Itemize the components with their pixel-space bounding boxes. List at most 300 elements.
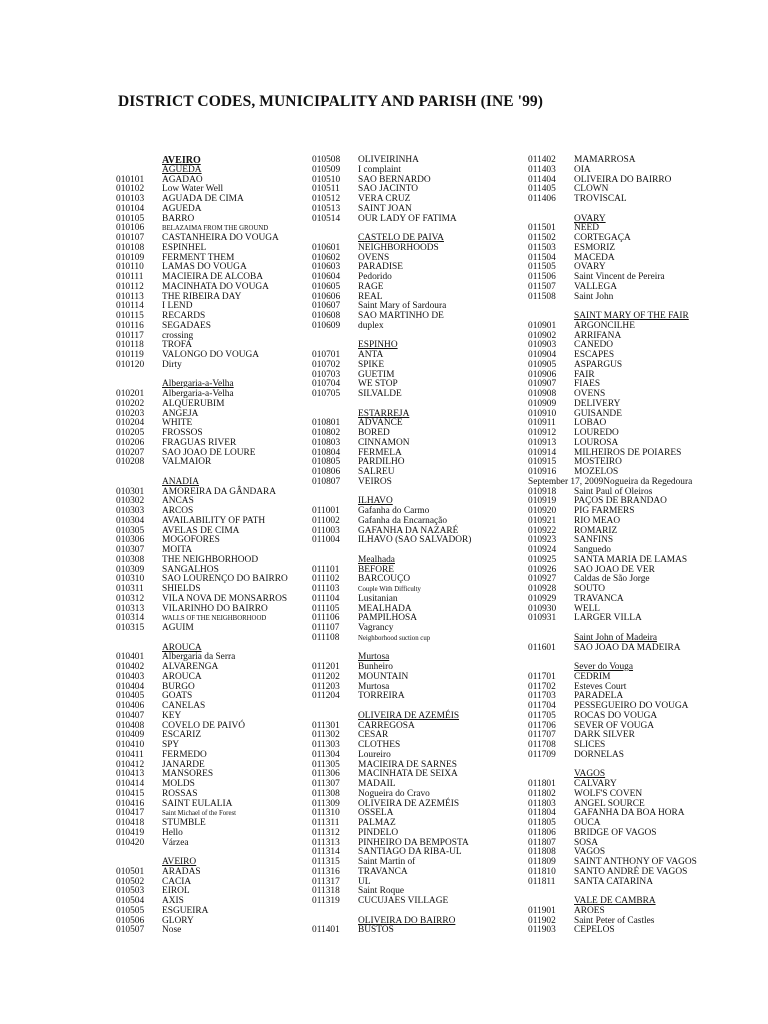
parish-name: JANARDE xyxy=(162,759,205,770)
parish-code: 011406 xyxy=(528,194,556,204)
parish-name: Pedorido xyxy=(358,272,392,282)
parish-name: OVARY xyxy=(574,262,606,273)
parish-row xyxy=(528,644,697,654)
parish-name: MANSORES xyxy=(162,769,214,780)
parish-row xyxy=(116,926,288,936)
parish-code: 010310 xyxy=(116,574,145,585)
parish-name: RECARDS xyxy=(162,311,206,321)
municipality-name: Mealhada xyxy=(358,554,395,565)
parish-code: 010904 xyxy=(528,350,557,360)
municipality-name: ESTARREJA xyxy=(358,408,410,419)
parish-name: DELIVERY xyxy=(574,398,621,409)
column-3 xyxy=(528,156,697,936)
parish-code: 010412 xyxy=(116,759,145,770)
parish-name: SANGALHOS xyxy=(162,564,219,575)
municipality-name: VAGOS xyxy=(574,769,606,780)
parish-code: 011301 xyxy=(312,720,340,731)
parish-code: 010513 xyxy=(312,203,341,214)
parish-row xyxy=(312,322,471,332)
parish-name: ADVANCE xyxy=(358,418,403,429)
parish-name: SAO LOURENÇO DO BAIRRO xyxy=(162,574,288,585)
parish-name: PINHEIRO DA BEMPOSTA xyxy=(358,837,469,848)
parish-name: SOUTO xyxy=(574,584,606,594)
parish-code: 010902 xyxy=(528,330,557,341)
parish-name: I LEND xyxy=(162,301,193,312)
parish-name: Albergaria da Serra xyxy=(162,652,236,663)
municipality-name: Sever do Vouga xyxy=(574,662,634,672)
municipality-name: SAINT MARY OF THE FAIR xyxy=(574,311,689,321)
parish-code: 011811 xyxy=(528,876,556,887)
municipality-name: Saint John of Madeira xyxy=(574,632,658,643)
parish-name: Saint Paul of Oleiros xyxy=(574,486,653,497)
parish-code: 011203 xyxy=(312,681,340,692)
parish-name: FERMELA xyxy=(358,447,402,458)
parish-code: 010120 xyxy=(116,359,145,370)
parish-name: ESCAPES xyxy=(574,350,615,360)
parish-code: 011313 xyxy=(312,837,340,848)
parish-name: BELAZAIMA FROM THE GROUND xyxy=(162,225,269,233)
parish-code: 011801 xyxy=(528,779,556,789)
parish-code: 010514 xyxy=(312,213,341,224)
parish-code: 011309 xyxy=(312,798,340,809)
parish-code: 010608 xyxy=(312,311,341,321)
parish-code: 010923 xyxy=(528,535,557,546)
parish-code: 010104 xyxy=(116,203,145,214)
parish-name: LOUREDO xyxy=(574,428,619,438)
parish-name: SAO JOAO DE VER xyxy=(574,564,655,575)
parish-name: Low Water Well xyxy=(162,184,224,195)
parish-code: 011304 xyxy=(312,749,340,760)
parish-name: COVELO DE PAIVÓ xyxy=(162,720,245,731)
parish-name: MOUNTAIN xyxy=(358,671,409,682)
parish-name: PAÇOS DE BRANDAO xyxy=(574,496,667,507)
parish-code: 010411 xyxy=(116,749,144,760)
parish-code: 011804 xyxy=(528,808,556,819)
parish-name: Murtosa xyxy=(358,681,390,692)
parish-code: 011405 xyxy=(528,184,556,195)
parish-code: 010417 xyxy=(116,808,145,819)
parish-name: ALQUERUBIM xyxy=(162,398,225,409)
district-name: AVEIRO xyxy=(162,155,201,166)
parish-code: 010102 xyxy=(116,184,145,195)
parish-name: AGUIM xyxy=(162,623,194,633)
parish-code: 010913 xyxy=(528,437,557,448)
parish-code: 011803 xyxy=(528,798,556,809)
parish-code: 011105 xyxy=(312,603,340,614)
parish-name: NEED xyxy=(574,223,599,234)
parish-code: 011302 xyxy=(312,730,340,741)
parish-code: 011316 xyxy=(312,866,340,877)
parish-code: 011306 xyxy=(312,769,340,780)
parish-name: STUMBLE xyxy=(162,818,206,828)
parish-name: VEIROS xyxy=(358,476,392,487)
parish-name: ESMORIZ xyxy=(574,242,616,253)
parish-code: 011319 xyxy=(312,896,340,906)
spacer xyxy=(116,848,288,858)
parish-code: 010312 xyxy=(116,593,145,604)
parish-row xyxy=(312,897,471,907)
parish-code: 010409 xyxy=(116,730,145,741)
code-placeholder xyxy=(116,156,162,166)
parish-code: 010105 xyxy=(116,213,145,224)
municipality-name: ESPINHO xyxy=(358,340,398,351)
parish-name: CARREGOSA xyxy=(358,720,415,731)
parish-name: SAINT ANTHONY OF VAGOS xyxy=(574,857,697,867)
parish-code: 011809 xyxy=(528,857,556,867)
parish-row xyxy=(116,458,288,468)
parish-code: 010924 xyxy=(528,545,557,555)
parish-code: 010607 xyxy=(312,301,341,312)
parish-name: MACINHATA DO VOUGA xyxy=(162,281,269,292)
parish-name: GOATS xyxy=(162,691,193,702)
parish-name: MACIEIRA DE ALCOBA xyxy=(162,272,264,282)
page-title: DISTRICT CODES, MUNICIPALITY AND PARISH (INE '99) xyxy=(118,93,544,110)
parish-code: 010705 xyxy=(312,389,341,399)
parish-name: DORNELAS xyxy=(574,749,625,760)
parish-name: Saint Mary of Sardoura xyxy=(358,301,447,312)
parish-code: 011107 xyxy=(312,623,340,633)
parish-name: MACINHATA DE SEIXA xyxy=(358,769,458,780)
parish-code: 010307 xyxy=(116,545,145,555)
parish-name: Loureiro xyxy=(358,749,391,760)
parish-code: 010601 xyxy=(312,242,341,253)
parish-code: 010406 xyxy=(116,701,145,711)
parish-code: 010903 xyxy=(528,340,557,351)
parish-name: Esteves Court xyxy=(574,681,627,692)
parish-code: 010314 xyxy=(116,613,145,624)
parish-code: 011706 xyxy=(528,720,556,731)
parish-name: SHIELDS xyxy=(162,584,201,594)
parish-code: 010203 xyxy=(116,408,145,419)
parish-code: 010901 xyxy=(528,320,557,331)
parish-code: 010606 xyxy=(312,291,341,302)
parish-code: 010313 xyxy=(116,603,145,614)
parish-name: MACEDA xyxy=(574,252,615,263)
parish-name: SANTA CATARINA xyxy=(574,876,653,887)
parish-name: VILA NOVA DE MONSARROS xyxy=(162,593,288,604)
parish-name: duplex xyxy=(358,320,384,331)
parish-name: REAL xyxy=(358,291,383,302)
parish-code: 011004 xyxy=(312,535,340,546)
parish-row xyxy=(312,215,471,225)
parish-name: PARADELA xyxy=(574,691,624,702)
parish-name: OLIVEIRA DO BAIRRO xyxy=(574,174,672,185)
parish-code: 010116 xyxy=(116,320,144,331)
parish-code: 010920 xyxy=(528,506,557,516)
parish-code: 011104 xyxy=(312,593,340,604)
parish-name: ILHAVO (SAO SALVADOR) xyxy=(358,535,472,546)
parish-name: SANFINS xyxy=(574,535,614,546)
parish-code: 010315 xyxy=(116,623,145,633)
spacer xyxy=(116,468,288,478)
parish-code: 010926 xyxy=(528,564,557,575)
parish-code: 011808 xyxy=(528,847,556,858)
parish-name: OIA xyxy=(574,164,591,175)
parish-name: MACIEIRA DE SARNES xyxy=(358,759,457,770)
parish-name: PIG FARMERS xyxy=(574,506,635,516)
parish-code: 010414 xyxy=(116,779,145,789)
parish-name: ROCAS DO VOUGA xyxy=(574,710,658,721)
parish-name: CEPELOS xyxy=(574,925,615,936)
parish-name: CLOTHES xyxy=(358,740,401,750)
parish-name: SAO JACINTO xyxy=(358,184,418,195)
parish-row xyxy=(312,478,471,488)
parish-code: 011504 xyxy=(528,252,556,263)
parish-name: ARGONCILHE xyxy=(574,320,635,331)
parish-code: 010415 xyxy=(116,788,145,799)
parish-name: MILHEIROS DE POIARES xyxy=(574,447,682,458)
parish-code: 010311 xyxy=(116,584,144,594)
parish-code: 010911 xyxy=(528,418,556,429)
parish-name: MOSTEIRO xyxy=(574,457,622,468)
column-1 xyxy=(116,156,288,936)
parish-code: 011708 xyxy=(528,740,556,750)
parish-code: 010609 xyxy=(312,320,341,331)
parish-name: BURGO xyxy=(162,681,195,692)
parish-row xyxy=(312,536,471,546)
parish-name: LARGER VILLA xyxy=(574,613,642,624)
parish-name: ANCAS xyxy=(162,496,194,507)
parish-name: ESCARIZ xyxy=(162,730,202,741)
parish-name: OVENS xyxy=(358,252,390,263)
parish-code: 010103 xyxy=(116,194,145,204)
parish-name: RIO MEAO xyxy=(574,515,621,526)
parish-name: PINDELO xyxy=(358,827,399,838)
parish-row xyxy=(528,751,697,761)
parish-code: 010508 xyxy=(312,155,341,165)
parish-code: 011506 xyxy=(528,272,556,282)
parish-code: 010802 xyxy=(312,428,341,438)
parish-code: 010418 xyxy=(116,818,145,828)
parish-name: BORED xyxy=(358,428,390,438)
parish-name: VALMAIOR xyxy=(162,457,212,468)
parish-name: CORTEGAÇA xyxy=(574,233,631,243)
municipality-name: OLIVEIRA DE AZEMÉIS xyxy=(358,710,460,721)
parish-name: CANELAS xyxy=(162,701,206,711)
parish-row xyxy=(116,839,288,849)
parish-code: 010701 xyxy=(312,350,341,360)
parish-code: 011311 xyxy=(312,818,340,828)
parish-name: MAMARROSA xyxy=(574,155,636,165)
parish-name: VAGOS xyxy=(574,847,606,858)
parish-name: ROSSAS xyxy=(162,788,198,799)
parish-code: 011402 xyxy=(528,155,556,165)
parish-code: 010704 xyxy=(312,379,341,390)
parish-name: SAO JOAO DA MADEIRA xyxy=(574,642,681,653)
municipality-name: ANADIA xyxy=(162,476,199,487)
parish-row xyxy=(528,878,697,888)
parish-name: SLICES xyxy=(574,740,606,750)
parish-code: 011106 xyxy=(312,613,340,624)
parish-name: Gafanha do Carmo xyxy=(358,506,430,516)
parish-code: 011507 xyxy=(528,281,556,292)
parish-code: 010419 xyxy=(116,827,145,838)
parish-code: 011703 xyxy=(528,691,556,702)
parish-code: 010512 xyxy=(312,194,341,204)
parish-code: 010404 xyxy=(116,681,145,692)
parish-name: SAINT JOAN xyxy=(358,203,412,214)
parish-code: 010801 xyxy=(312,418,341,429)
parish-code: 011404 xyxy=(528,174,556,185)
parish-name: AVELAS DE CIMA xyxy=(162,525,240,536)
parish-name: TROVISCAL xyxy=(574,194,627,204)
parish-code: 010204 xyxy=(116,418,145,429)
parish-name: VALLEGA xyxy=(574,281,618,292)
parish-code: 010604 xyxy=(312,272,341,282)
parish-code: 010206 xyxy=(116,437,145,448)
parish-code: 010507 xyxy=(116,925,145,936)
parish-name: FERMENT THEM xyxy=(162,252,235,263)
parish-name: VALONGO DO VOUGA xyxy=(162,350,260,360)
parish-code: 010308 xyxy=(116,554,145,565)
parish-name: Saint Vincent de Pereira xyxy=(574,272,665,282)
parish-code: 010506 xyxy=(116,915,145,926)
parish-row xyxy=(312,390,471,400)
parish-code: 011502 xyxy=(528,233,556,243)
parish-code: 010201 xyxy=(116,389,145,399)
parish-code: 010208 xyxy=(116,457,145,468)
parish-name: CESAR xyxy=(358,730,389,741)
parish-code: 011001 xyxy=(312,506,340,516)
spacer xyxy=(528,761,697,771)
parish-name: GUETIM xyxy=(358,369,395,380)
parish-code: 011102 xyxy=(312,574,340,585)
parish-code: 010906 xyxy=(528,369,557,380)
parish-code: 010301 xyxy=(116,486,145,497)
parish-name: THE RIBEIRA DAY xyxy=(162,291,242,302)
parish-name: Nose xyxy=(162,925,182,936)
parish-name: KEY xyxy=(162,710,182,721)
parish-name: Bunheiro xyxy=(358,662,393,672)
parish-name: Neighborhood suction cup xyxy=(358,634,431,642)
parish-code: 010603 xyxy=(312,262,341,273)
parish-code: 011308 xyxy=(312,788,340,799)
parish-code: 010115 xyxy=(116,311,144,321)
parish-code: 010602 xyxy=(312,252,341,263)
parish-name: MOZELOS xyxy=(574,467,619,477)
parish-code: 011508 xyxy=(528,291,556,302)
parish-row xyxy=(528,926,697,936)
parish-name: TRAVANCA xyxy=(574,593,624,604)
parish-code: 011108 xyxy=(312,632,340,643)
parish-name: ASPARGUS xyxy=(574,359,623,370)
parish-code: 010930 xyxy=(528,603,557,614)
parish-code: 010202 xyxy=(116,398,145,409)
parish-code: 010305 xyxy=(116,525,145,536)
parish-name: WELL xyxy=(574,603,601,614)
parish-row xyxy=(116,361,288,371)
parish-name: AGADAO xyxy=(162,174,203,185)
parish-code: 010915 xyxy=(528,457,557,468)
parish-name: OSSELA xyxy=(358,808,394,819)
parish-code: 010928 xyxy=(528,584,557,594)
parish-name: SAO MARTINHO DE xyxy=(358,311,444,321)
parish-name: SOSA xyxy=(574,837,598,848)
parish-code: 010118 xyxy=(116,340,144,351)
parish-name: EIROL xyxy=(162,886,190,897)
parish-code: 010803 xyxy=(312,437,341,448)
parish-name: CLOWN xyxy=(574,184,609,195)
parish-name: BUSTOS xyxy=(358,925,394,936)
parish-code: 010403 xyxy=(116,671,145,682)
parish-name: Várzea xyxy=(162,837,189,848)
parish-name: GAFANHA DA NAZARÉ xyxy=(358,525,459,536)
parish-name: MOLDS xyxy=(162,779,195,789)
parish-code: 011314 xyxy=(312,847,340,858)
parish-code: 010303 xyxy=(116,506,145,516)
parish-name: WOLF'S COVEN xyxy=(574,788,643,799)
parish-code: 010112 xyxy=(116,281,144,292)
parish-name: OLIVEIRA DE AZEMÉIS xyxy=(358,798,460,809)
parish-code: 010109 xyxy=(116,252,145,263)
parish-code: 010117 xyxy=(116,330,144,341)
parish-name: ESGUEIRA xyxy=(162,905,209,916)
parish-code: 011805 xyxy=(528,818,556,828)
parish-code: 010205 xyxy=(116,428,145,438)
municipality-name: CASTELO DE PAIVA xyxy=(358,233,444,243)
parish-name: Lusitanian xyxy=(358,593,398,604)
column-2 xyxy=(312,156,471,936)
parish-name: Albergaria-a-Velha xyxy=(162,389,234,399)
parish-name: CASTANHEIRA DO VOUGA xyxy=(162,233,279,243)
parish-code: 011202 xyxy=(312,671,340,682)
parish-name: Saint John xyxy=(574,291,614,302)
parish-name: BRIDGE OF VAGOS xyxy=(574,827,657,838)
parish-code: 011505 xyxy=(528,262,556,273)
parish-code: 010420 xyxy=(116,837,145,848)
parish-name: AROES xyxy=(574,905,605,916)
parish-row xyxy=(528,614,697,624)
parish-code: 011312 xyxy=(312,827,340,838)
parish-name: AGUADA DE CIMA xyxy=(162,194,244,204)
parish-code: 011705 xyxy=(528,710,556,721)
parish-code: 010703 xyxy=(312,369,341,380)
parish-name: FERMEDO xyxy=(162,749,207,760)
parish-name: SALREU xyxy=(358,467,395,477)
parish-code: September 17, 2009 xyxy=(528,476,604,487)
parish-name: MOITA xyxy=(162,545,192,555)
parish-name: AXIS xyxy=(162,896,184,906)
parish-code: 011503 xyxy=(528,242,556,253)
parish-code: 010309 xyxy=(116,564,145,575)
parish-name: ESPINHEL xyxy=(162,242,207,253)
parish-name: WE STOP xyxy=(358,379,398,390)
parish-code: 010905 xyxy=(528,359,557,370)
parish-code: 010807 xyxy=(312,476,341,487)
parish-code: 010408 xyxy=(116,720,145,731)
parish-name: TROFA xyxy=(162,340,193,351)
parish-code: 011807 xyxy=(528,837,556,848)
parish-code: 011903 xyxy=(528,925,556,936)
parish-code: 010921 xyxy=(528,515,557,526)
parish-code: 011709 xyxy=(528,749,556,760)
parish-code: 010402 xyxy=(116,662,145,672)
parish-code: 010511 xyxy=(312,184,340,195)
parish-code: 011318 xyxy=(312,886,340,897)
parish-code: 010510 xyxy=(312,174,341,185)
parish-code: 010927 xyxy=(528,574,557,585)
parish-code: 011204 xyxy=(312,691,340,702)
parish-row xyxy=(312,634,471,644)
parish-name: Saint Peter of Castles xyxy=(574,915,655,926)
parish-name: CACIA xyxy=(162,876,192,887)
parish-code: 010702 xyxy=(312,359,341,370)
parish-code: 010304 xyxy=(116,515,145,526)
parish-name: SAINT EULALIA xyxy=(162,798,233,809)
parish-name: SAO JOAO DE LOURE xyxy=(162,447,256,458)
parish-name: PESSEGUEIRO DO VOUGA xyxy=(574,701,689,711)
municipality-name: Murtosa xyxy=(358,652,390,663)
